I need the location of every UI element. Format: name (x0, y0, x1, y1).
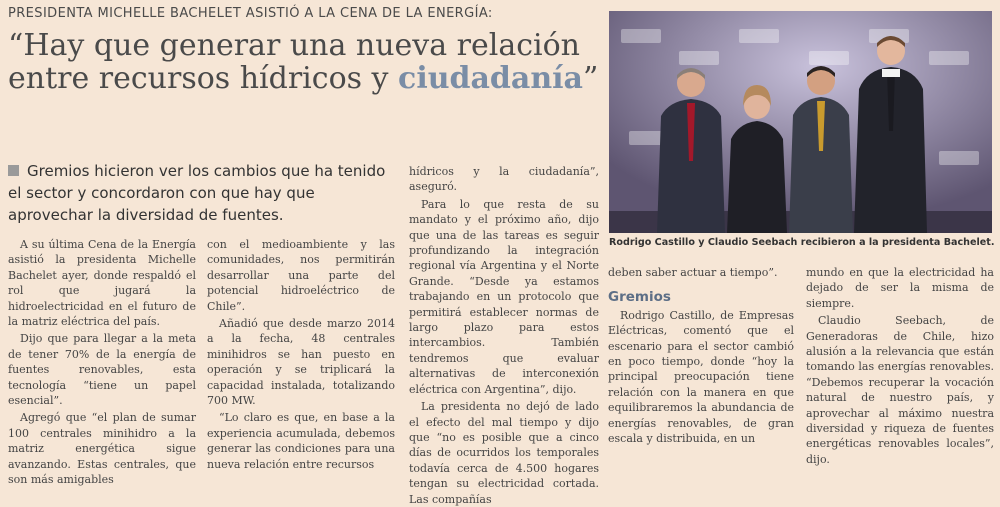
lead-text: Gremios hicieron ver los cambios que ha tenido el sector y concordaron con que hay que aprovechar la diversidad de fuentes. (8, 162, 386, 224)
paragraph: “Lo claro es que, en base a la experiencia acumulada, debemos generar las condiciones para una nueva relación entre recursos (207, 411, 395, 471)
paragraph: A su última Cena de la Energía asistió la presidenta Michelle Bachelet ayer, donde respaldó el rol que jugará la hidroelectricidad en el futuro de la matriz eléctrica del país. (8, 238, 196, 329)
paragraph: La presidenta no dejó de lado el efecto del mal tiempo y dijo que “no es posible que a cinco días de ocurridos los temporales todavía cerca de 4.500 hogares tengan su electricidad cortada. Las compañías (409, 400, 599, 506)
paragraph-continued: hídricos y la ciudadanía”, aseguró. (409, 165, 599, 194)
headline-accent-word: ciudadanía (398, 61, 583, 96)
body-column-2 (207, 237, 395, 472)
section-subhead: Gremios (608, 289, 671, 306)
headline-main: “Hay que generar una nueva relación entre recursos hídricos y (8, 28, 581, 96)
lead-paragraph (8, 160, 403, 226)
body-column-5 (806, 265, 994, 467)
body-column-4 (608, 265, 794, 446)
paragraph: Para lo que resta de su mandato y el próximo año, dijo que una de las tareas es seguir profundizando la integración regional vía Argentina y el Norte Grande. “Desde ya estamos trabajando en un protocolo que permitirá establecer normas de largo plazo para estos intercambios. También tendremos que evaluar alternativas de interconexión eléctrica con Argentina”, dijo. (409, 197, 599, 396)
event-photo-illustration (609, 11, 992, 233)
kicker: PRESIDENTA MICHELLE BACHELET ASISTIÓ A LA CENA DE LA ENERGÍA: (8, 6, 493, 21)
paragraph: Agregó que “el plan de sumar 100 centrales minihidro a la matriz energética sigue avanzando. Estas centrales, que son más amigables (8, 411, 196, 487)
paragraph-continued: mundo en que la electricidad ha dejado de ser la misma de siempre. (806, 266, 994, 310)
body-column-3 (409, 164, 599, 507)
paragraph: Dijo que para llegar a la meta de tener 70% de la energía de fuentes renovables, esta tecnología “tiene un papel esencial”. (8, 332, 196, 408)
paragraph: Añadió que desde marzo 2014 a la fecha, 48 centrales minihidros se han puesto en operación y se triplicará la capacidad instalada, totalizando 700 MW. (207, 317, 395, 408)
photo-caption: Rodrigo Castillo y Claudio Seebach recibieron a la presidenta Bachelet. (609, 237, 995, 248)
paragraph-continued: con el medioambiente y las comunidades, nos permitirán desarrollar una parte del potencial hidroeléctrico de Chile”. (207, 238, 395, 313)
body-column-1 (8, 237, 196, 488)
bullet-square-icon (8, 165, 19, 176)
paragraph-continued: deben saber actuar a tiempo”. (608, 266, 778, 279)
event-photo (609, 11, 992, 233)
paragraph: Claudio Seebach, de Generadoras de Chile, hizo alusión a la relevancia que están tomando las energías renovables. “Debemos recuperar la vocación natural de nuestro país, y aprovechar al máximo nuestra diversidad y riqueza de fuentes energéticas renovables locales”, dijo. (806, 314, 994, 466)
headline-close-quote: ” (583, 61, 599, 96)
paragraph: Rodrigo Castillo, de Empresas Eléctricas, comentó que el escenario para el sector cambió en poco tiempo, donde “hoy la principal preocupación tiene relación con la manera en que equilibraremos la abundancia de energías renovables, de gran escala y distribuida, en un (608, 308, 794, 446)
headline (8, 29, 600, 95)
